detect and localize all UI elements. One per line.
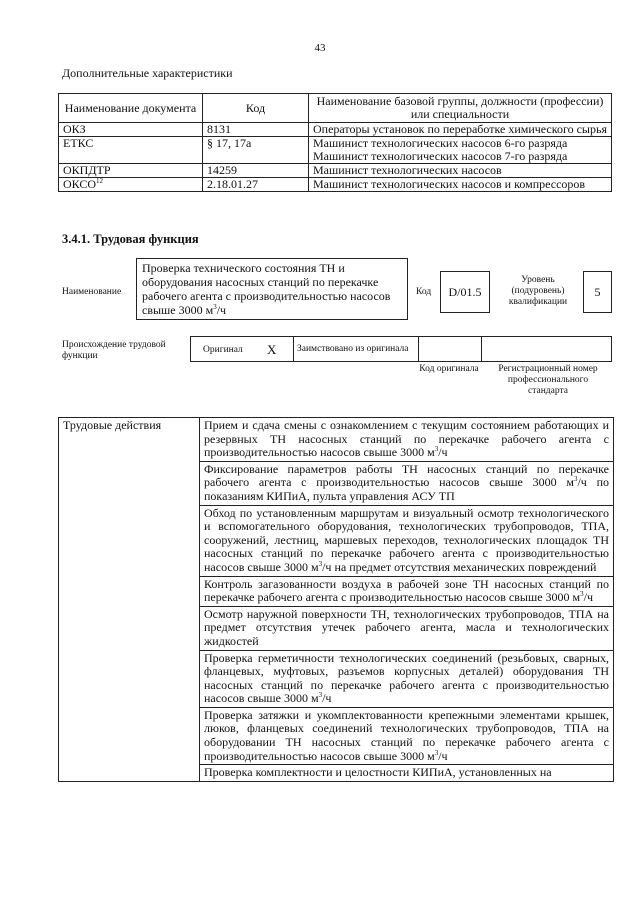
cell-doc: ОКПДТР: [59, 164, 203, 178]
doc-text: ОКСО: [63, 177, 97, 191]
action-tail: /ч по показаниям КИПиА, пульта управления АСУ ТП: [204, 475, 609, 503]
action-tail: /ч: [322, 691, 332, 706]
cell-code: 8131: [203, 123, 309, 137]
unit-sup: 3: [213, 303, 217, 311]
action-item: [200, 606, 614, 650]
cell-doc: ЕТКС: [59, 137, 203, 164]
header-code: Код: [203, 94, 309, 123]
action-tail: /ч: [583, 590, 594, 605]
action-tail: /ч: [438, 445, 448, 460]
action-tail: /ч на предмет отсутствия механических повреждений: [322, 559, 597, 574]
cell-name: [309, 137, 612, 164]
unit-sup: 3: [434, 748, 439, 757]
action-text: Прием и сдача смены с ознакомлением с текущим состоянием работающих и резервных ТН насосных станций по перекачке рабочего агента с производительностью насосов свыше 3000 м: [204, 418, 609, 460]
action-item: [200, 505, 614, 576]
action-text: Контроль загазованности воздуха в рабочей зоне ТН насосных станций по перекачке рабочего агента с производительностью насосов свыше 3000 м: [204, 576, 609, 605]
unit-tail: /ч: [216, 303, 227, 317]
action-item: [200, 765, 614, 782]
cell-name: Машинист технологических насосов: [309, 164, 612, 178]
table-row: [59, 178, 612, 192]
borrowed-label: Заимствовано из оригинала: [297, 344, 409, 354]
level-box: [583, 271, 612, 313]
function-title: 3.4.1. Трудовая функция: [62, 232, 199, 246]
action-text: Осмотр наружной поверхности ТН, технологических трубопроводов, ТПА на предмет отсутствия утечек рабочего агента, масла и технологических жидкостей: [204, 606, 609, 648]
reg-number-caption: Регистрационный номер профессионального стандарта: [498, 364, 598, 396]
action-text: Проверка комплектности и целостности КИПиА, установленных на: [204, 765, 552, 780]
action-text: Фиксирование параметров работы ТН насосных станций по перекачке рабочего агента с производительностью насосов свыше 3000 м: [204, 461, 609, 490]
origin-label: Происхождение трудовой функции: [62, 340, 166, 361]
cell-name-line-1: Машинист технологических насосов 6-го разряда: [313, 136, 568, 150]
cell-code: 14259: [203, 164, 309, 178]
level-value: 5: [594, 285, 601, 299]
action-text: Проверка затяжки и укомплектованности крепежными элементами крышек, люков, фланцевых соединений технологических трубопроводов, ТПА на оборудовании ТН насосных станций по перекачке рабочего агента с производительностью насосов свыше 3000 м: [204, 707, 609, 763]
action-item: [200, 461, 614, 505]
cell-name: Операторы установок по переработке химического сырья: [309, 123, 612, 137]
code-original-cell: [418, 336, 482, 362]
name-label: Наименование: [62, 287, 122, 297]
labor-actions-table: [58, 417, 614, 782]
cell-code: § 17, 17а: [203, 137, 309, 164]
actions-label: Трудовые действия: [59, 418, 200, 782]
unit-sup: 3: [580, 590, 584, 599]
code-label: Код: [416, 287, 432, 297]
table-row: [59, 164, 612, 178]
function-name-box: [136, 258, 408, 320]
cell-name: Машинист технологических насосов и компрессоров: [309, 178, 612, 192]
cell-doc: ОКЗ: [59, 123, 203, 137]
action-text: Обход по установленным маршрутам и визуальный осмотр технологического и вспомогательного оборудования, технологических трубопроводов, ТПА, сооружений, лестниц, маршевых переходов, технологических площадок ТН насосных станций по перекачке рабочего агента с производительностью насосов свыше 3000 м: [204, 505, 609, 574]
footnote-ref: 12: [96, 177, 104, 185]
header-document: Наименование документа: [59, 94, 203, 123]
page-number: 43: [314, 42, 326, 54]
action-item: [200, 576, 614, 606]
function-code: D/01.5: [448, 285, 482, 299]
action-item: [200, 418, 614, 462]
action-tail: /ч: [438, 748, 448, 763]
unit-sup: 3: [318, 691, 323, 700]
table-header-row: [59, 94, 612, 123]
table-row: [59, 418, 614, 462]
section-title: Дополнительные характеристики: [62, 66, 233, 80]
unit-sup: 3: [573, 475, 578, 484]
action-item: [200, 650, 614, 707]
cell-doc: [59, 178, 203, 192]
code-original-caption: Код оригинала: [419, 364, 479, 374]
original-label: Оригинал: [203, 345, 243, 355]
function-name: Проверка технического состояния ТН и оборудования насосных станций по перекачке рабочего агента с производительностью насосов свыше 3000 м: [142, 261, 391, 317]
cell-code: 2.18.01.27: [203, 178, 309, 192]
original-mark: X: [267, 342, 277, 357]
header-name: Наименование базовой группы, должности (профессии) или специальности: [309, 94, 612, 123]
reg-number-cell: [481, 336, 612, 362]
function-code-box: [440, 271, 490, 313]
action-text: Проверка герметичности технологических соединений (резьбовых, сварных, фланцевых, муфтовых, разъемов корпусных деталей) оборудования ТН насосных станций по перекачке рабочего агента с производительностью насосов свыше 3000 м: [204, 650, 609, 706]
unit-sup: 3: [318, 559, 323, 568]
table-row: [59, 137, 612, 164]
origin-table: [190, 336, 612, 362]
characteristics-table: [58, 93, 612, 192]
level-label: Уровень (подуровень) квалификации: [508, 275, 568, 307]
cell-name-line-2: Машинист технологических насосов 7-го разряда: [313, 149, 568, 163]
action-item: [200, 707, 614, 764]
unit-sup: 3: [434, 445, 439, 454]
original-cell: [190, 336, 294, 362]
borrowed-cell: [293, 336, 419, 362]
table-row: [59, 123, 612, 137]
